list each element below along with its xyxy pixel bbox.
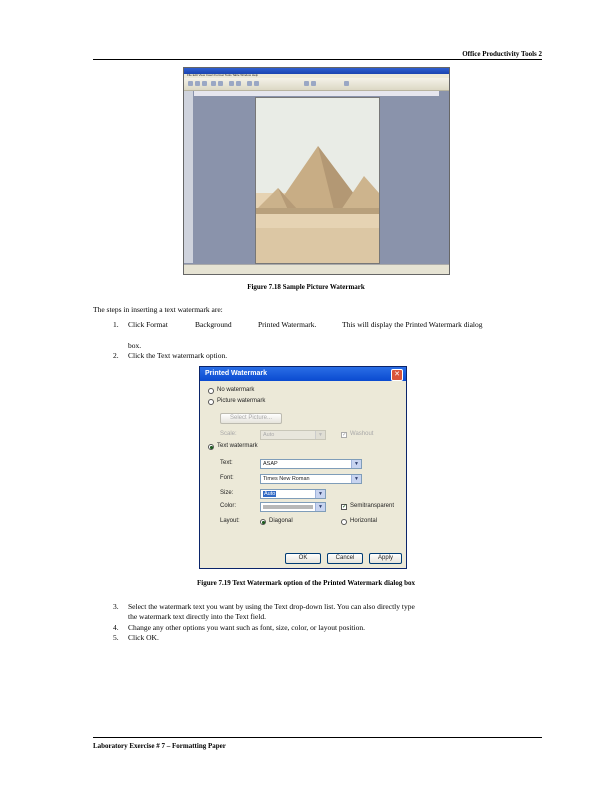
text-select[interactable] — [260, 459, 362, 469]
running-footer: Laboratory Exercise # 7 – Formatting Paper — [93, 742, 226, 750]
washout-checkbox[interactable]: ✓ — [342, 432, 348, 438]
horizontal-radio[interactable] — [341, 519, 347, 525]
chevron-down-icon: ▼ — [315, 490, 325, 498]
color-select[interactable] — [260, 502, 326, 512]
vertical-ruler — [184, 91, 193, 263]
layout-label: Layout: — [220, 518, 240, 524]
toolbar-icon — [188, 81, 193, 86]
font-select[interactable] — [260, 474, 362, 484]
select-picture-button[interactable]: Select Picture... — [220, 413, 282, 424]
dialog-title: Printed Watermark — [205, 370, 267, 377]
step-number: 4. — [113, 623, 119, 632]
chevron-down-icon: ▼ — [315, 431, 325, 439]
chevron-down-icon: ▼ — [315, 503, 325, 511]
color-label: Color: — [220, 503, 237, 509]
text-watermark-label: Text watermark — [217, 443, 258, 449]
toolbar-icon — [218, 81, 223, 86]
text-watermark-radio[interactable] — [208, 444, 214, 450]
toolbar-icon — [229, 81, 234, 86]
font-value: Times New Roman — [263, 476, 310, 482]
step-number: 2. — [113, 351, 119, 360]
step-number: 1. — [113, 320, 119, 329]
step-2-text: Click the Text watermark option. — [128, 351, 228, 360]
intro-paragraph: The steps in inserting a text watermark are: — [93, 305, 223, 314]
apply-button[interactable]: Apply — [369, 553, 402, 564]
dialog-close-icon[interactable]: ✕ — [391, 369, 403, 381]
step-5-text: Click OK. — [128, 633, 159, 642]
horizontal-ruler — [194, 91, 439, 96]
figure-7-19-caption: Figure 7.19 Text Watermark option of the Printed Watermark dialog box — [197, 579, 415, 587]
toolbar-icon — [311, 81, 316, 86]
picture-watermark-radio[interactable] — [208, 399, 214, 405]
running-header-title: Office Productivity Tools 2 — [462, 50, 542, 58]
size-value: Auto — [264, 491, 276, 497]
text-label: Text: — [220, 460, 233, 466]
color-swatch — [263, 505, 313, 509]
toolbar-icon — [211, 81, 216, 86]
ok-button[interactable]: OK — [285, 553, 321, 564]
window-toolbar — [184, 78, 449, 91]
window-statusbar — [184, 264, 449, 275]
scale-label: Scale: — [220, 431, 237, 437]
diagonal-label: Diagonal — [269, 518, 293, 524]
chevron-down-icon: ▼ — [351, 460, 361, 468]
header-rule — [93, 59, 542, 60]
window-menu-text: File Edit View Insert Format Tools Table Window Help — [187, 73, 259, 77]
toolbar-icon — [254, 81, 259, 86]
step-1-part: Printed Watermark. — [258, 320, 317, 329]
printed-watermark-dialog — [199, 366, 407, 569]
chevron-down-icon: ▼ — [351, 475, 361, 483]
text-value: ASAP — [263, 461, 278, 467]
scale-select[interactable] — [260, 430, 326, 440]
step-3-line1: Select the watermark text you want by using the Text drop-down list. You can also directly type — [128, 602, 415, 611]
step-1-part: This will display the Printed Watermark dialog — [342, 320, 483, 329]
toolbar-icon — [304, 81, 309, 86]
pyramids-watermark-picture — [256, 98, 379, 263]
footer-rule — [93, 737, 542, 738]
step-number: 5. — [113, 633, 119, 642]
horizontal-label: Horizontal — [350, 518, 378, 524]
no-watermark-label: No watermark — [217, 387, 255, 393]
step-1-part: Background — [195, 320, 232, 329]
document-page-with-picture-watermark — [255, 97, 380, 264]
scale-value: Auto — [263, 432, 275, 438]
figure-7-18-caption: Figure 7.18 Sample Picture Watermark — [247, 283, 365, 291]
step-4-text: Change any other options you want such as font, size, color, or layout position. — [128, 623, 365, 632]
no-watermark-radio[interactable] — [208, 388, 214, 394]
size-label: Size: — [220, 490, 234, 496]
figure-word-window-screenshot — [183, 67, 450, 275]
diagonal-radio[interactable] — [260, 519, 266, 525]
dialog-titlebar — [200, 367, 406, 381]
cancel-button[interactable]: Cancel — [327, 553, 363, 564]
toolbar-icon — [195, 81, 200, 86]
step-1-continuation: box. — [128, 341, 142, 350]
washout-label: Washout — [350, 431, 374, 437]
toolbar-icon — [344, 81, 349, 86]
step-1-part: Click Format — [128, 320, 168, 329]
toolbar-icon — [236, 81, 241, 86]
semitransparent-checkbox[interactable]: ✓ — [342, 504, 348, 510]
step-number: 3. — [113, 602, 119, 611]
picture-watermark-label: Picture watermark — [217, 398, 266, 404]
font-label: Font: — [220, 475, 234, 481]
toolbar-icon — [202, 81, 207, 86]
size-select[interactable] — [260, 489, 326, 499]
toolbar-icon — [247, 81, 252, 86]
semitransparent-label: Semitransparent — [350, 503, 395, 509]
step-3-line2: the watermark text directly into the Text field. — [128, 612, 267, 621]
